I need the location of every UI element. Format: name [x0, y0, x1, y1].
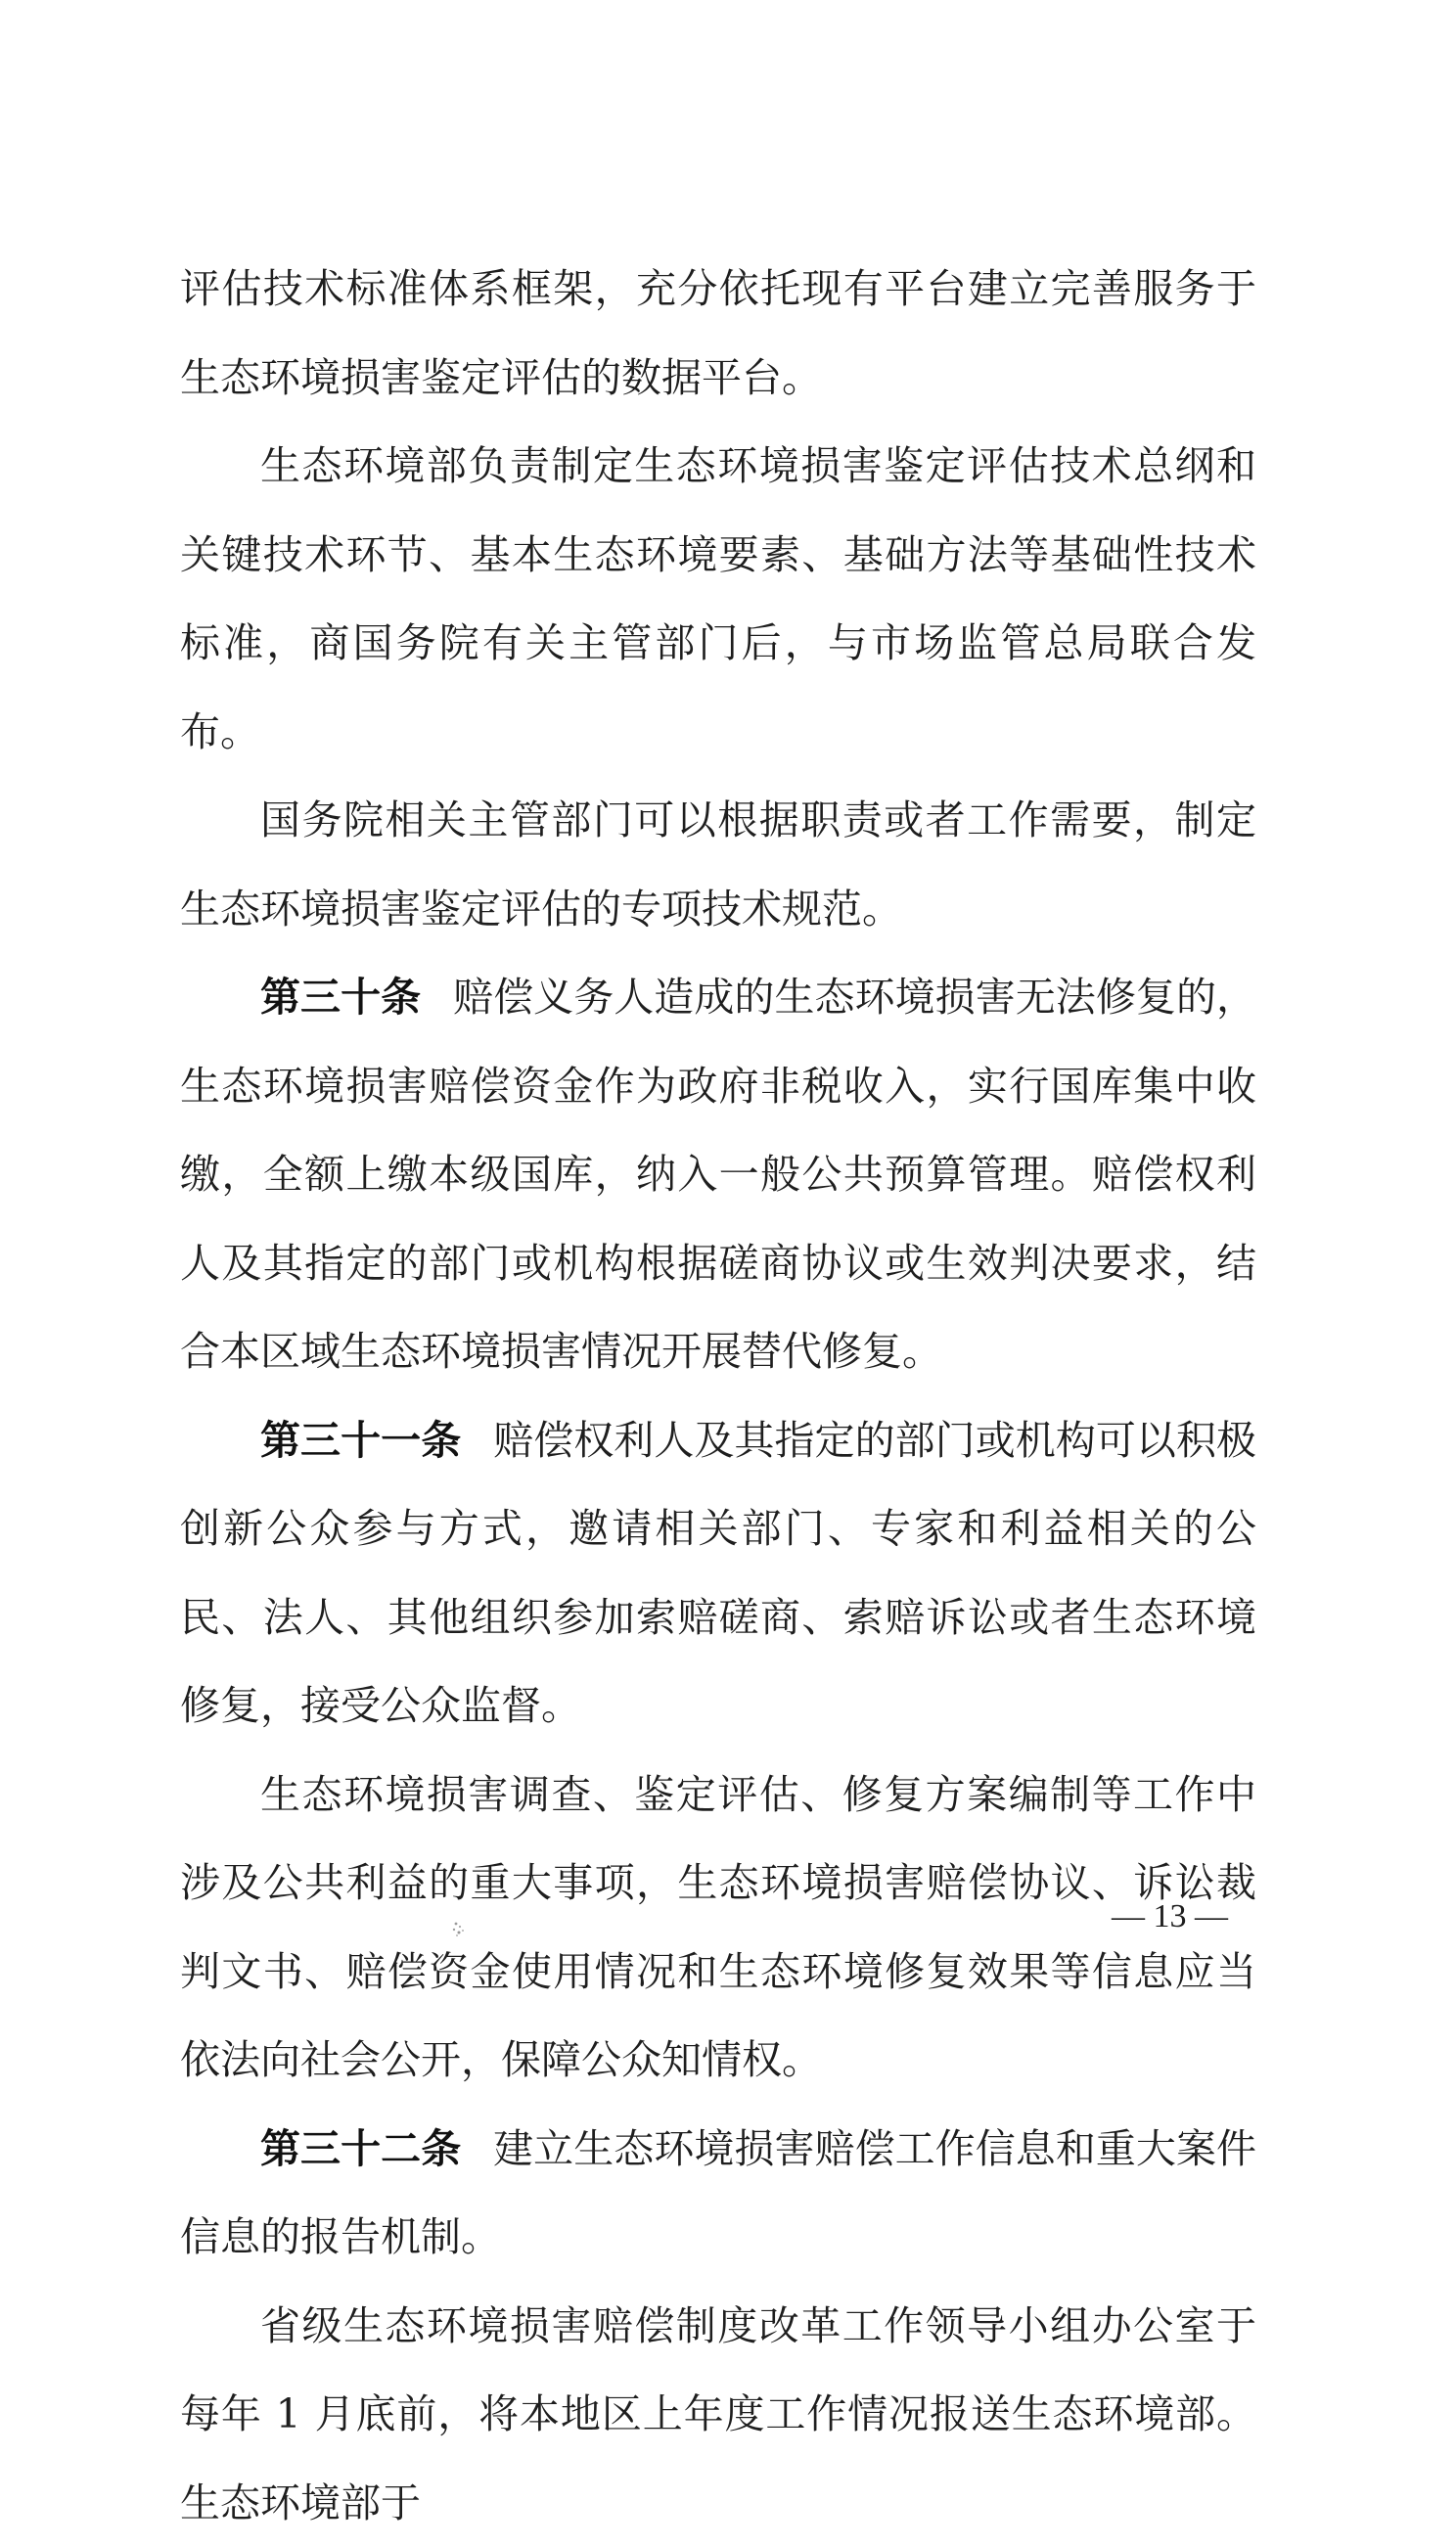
article-heading: 第三十条: [260, 974, 421, 1021]
article-heading: 第三十二条: [260, 2125, 461, 2172]
paragraph-text: 生态环境损害调查、鉴定评估、修复方案编制等工作中涉及公共利益的重大事项，生态环境损害赔偿协议、诉讼裁判文书、赔偿资金使用情况和生态环境修复效果等信息应当依法向社会公开，保障公众知情权。: [180, 1771, 1256, 2084]
article-heading: 第三十一条: [260, 1417, 461, 1464]
scan-artifact: [448, 1918, 470, 1939]
article-text: 赔偿义务人造成的生态环境损害无法修复的，生态环境损害赔偿资金作为政府非税收入，实行国库集中收缴，全额上缴本级国库，纳入一般公共预算管理。赔偿权利人及其指定的部门或机构根据磋商协议或生效判决要求，结合本区域生态环境损害情况开展替代修复。: [180, 974, 1256, 1375]
paragraph-special-specifications: [180, 776, 1256, 953]
article-text: 建立生态环境损害赔偿工作信息和重大案件信息的报告机制。: [180, 2125, 1256, 2261]
document-body: [180, 245, 1256, 2547]
article-31: [180, 1396, 1256, 1751]
paragraph-text: 省级生态环境损害赔偿制度改革工作领导小组办公室于每年 1 月底前，将本地区上年度工作情况报送生态环境部。生态环境部于: [180, 2302, 1256, 2526]
paragraph-reporting: [180, 2282, 1256, 2547]
paragraph-public-disclosure: [180, 1751, 1256, 2105]
paragraph-text: 生态环境部负责制定生态环境损害鉴定评估技术总纲和关键技术环节、基本生态环境要素、基础方法等基础性技术标准，商国务院有关主管部门后，与市场监管总局联合发布。: [180, 442, 1256, 755]
page-number: — 13 —: [1112, 1898, 1228, 1935]
paragraph-text: 国务院相关主管部门可以根据职责或者工作需要，制定生态环境损害鉴定评估的专项技术规范。: [180, 796, 1256, 932]
article-30: [180, 953, 1256, 1396]
paragraph-technical-standards: [180, 422, 1256, 776]
paragraph-text: 评估技术标准体系框架，充分依托现有平台建立完善服务于生态环境损害鉴定评估的数据平台。: [180, 265, 1256, 401]
paragraph-continuation: [180, 245, 1256, 422]
article-32: [180, 2105, 1256, 2282]
article-text: 赔偿权利人及其指定的部门或机构可以积极创新公众参与方式，邀请相关部门、专家和利益相关的公民、法人、其他组织参加索赔磋商、索赔诉讼或者生态环境修复，接受公众监督。: [180, 1417, 1256, 1730]
